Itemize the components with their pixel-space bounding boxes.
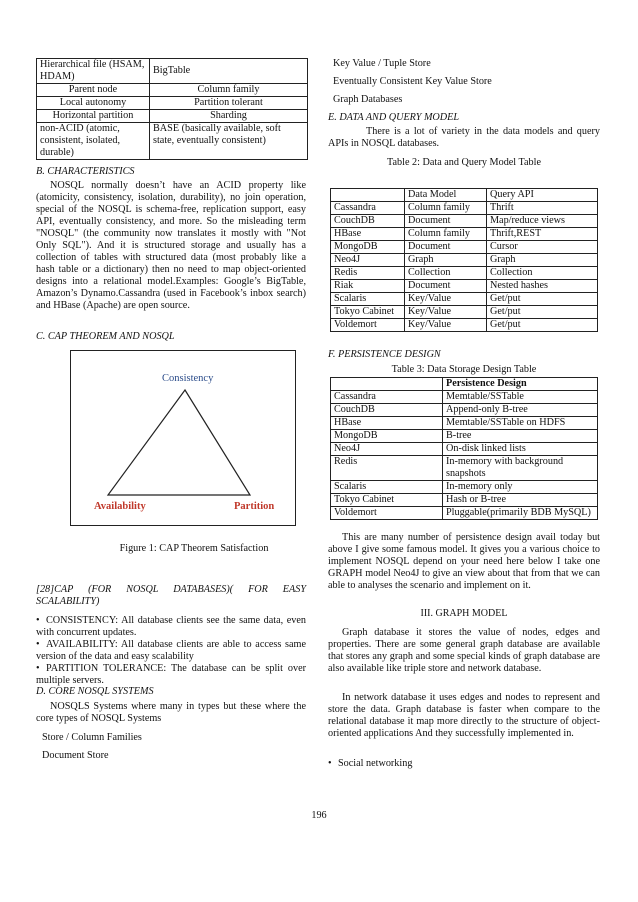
table-cell: Column family <box>405 228 487 241</box>
table-cell: Graph <box>405 254 487 267</box>
table-cell: Scalaris <box>331 481 443 494</box>
table-row <box>331 404 598 417</box>
core-type-item: Document Store <box>42 750 109 761</box>
table-row <box>37 84 308 97</box>
section-d-paragraph: NOSQLS Systems where many in types but these where the core types of NOSQL Systems <box>36 701 306 724</box>
table-cell: Key/Value <box>405 306 487 319</box>
table-row <box>331 280 598 293</box>
table-cell: Query API <box>487 189 598 202</box>
table-row <box>331 481 598 494</box>
table-row <box>331 306 598 319</box>
persistence-table-body <box>331 378 598 520</box>
table-cell: Memtable/SSTable on HDFS <box>443 417 598 430</box>
table-cell: MongoDB <box>331 430 443 443</box>
table-cell: Get/put <box>487 306 598 319</box>
table-row <box>331 494 598 507</box>
section-b-paragraph: NOSQL normally doesn’t have an ACID property like (atomicity, consistency, isolation, durability), no join operation, special of the NOSQL is schema-free, replication support, easy API, eventually consistency, and more. So the misleading term "NOSQL" (the community now translates it mostly with "Not Only SQL"). And it is structured storage and usually has a collection of tables with structured data (most probably like a hash table or a dictionary) then no need to map object-oriented designs into a relational model.Examples: Google’s BigTable, Amazon’s Dynamo.Cassandra (used in Facebook’s inbox search) and HBase (Apache) are open source. <box>36 180 306 311</box>
table-cell: In-memory with background snapshots <box>443 456 598 481</box>
cap-bullet-list <box>36 615 306 687</box>
figure-caption: Figure 1: CAP Theorem Satisfaction <box>119 543 269 554</box>
graph-paragraph-1: Graph database it stores the value of nodes, edges and properties. There are some general graph database are available that stores any graph and some special kinds of graph database are also available like triple store and network database. <box>328 627 600 674</box>
table-row <box>331 293 598 306</box>
table-cell: Neo4J <box>331 254 405 267</box>
table-cell: Document <box>405 241 487 254</box>
section-e-title: E. DATA AND QUERY MODEL <box>328 112 460 123</box>
cap-bullet: • PARTITION TOLERANCE: The database can be split over multiple servers. <box>36 663 306 686</box>
table-cell: Voldemort <box>331 507 443 520</box>
table-header-row <box>331 378 598 391</box>
table-row <box>331 215 598 228</box>
table-cell: Tokyo Cabinet <box>331 306 405 319</box>
core-type-item: Store / Column Families <box>42 732 142 743</box>
data-query-table-body <box>331 189 598 332</box>
table-cell: Document <box>405 280 487 293</box>
bullet-icon: • <box>36 663 40 674</box>
bullet-icon: • <box>36 615 40 626</box>
section-e-paragraph: There is a lot of variety in the data models and query APIs in NOSQL databases. <box>328 126 600 149</box>
table-cell: CouchDB <box>331 404 443 417</box>
table-row <box>331 254 598 267</box>
table-cell: Column family <box>405 202 487 215</box>
page-number: 196 <box>311 810 327 821</box>
table-cell <box>331 378 443 391</box>
table-cell: Nested hashes <box>487 280 598 293</box>
table-cell: HBase <box>331 228 405 241</box>
table-row <box>331 391 598 404</box>
table2-caption: Table 2: Data and Query Model Table <box>387 157 541 168</box>
section-b-title: B. CHARACTERISTICS <box>36 166 135 177</box>
table-row <box>331 456 598 481</box>
table-cell: Cursor <box>487 241 598 254</box>
core-type-item: Key Value / Tuple Store <box>333 58 431 69</box>
table-cell: Scalaris <box>331 293 405 306</box>
data-query-table <box>330 188 598 332</box>
section-f-title: F. PERSISTENCE DESIGN <box>328 349 441 360</box>
table-cell: Sharding <box>150 110 308 123</box>
table-cell: Local autonomy <box>37 97 150 110</box>
table-cell: Hierarchical file (HSAM, HDAM) <box>37 59 150 84</box>
table-cell: Graph <box>487 254 598 267</box>
graph-paragraph-2: In network database it uses edges and nodes to represent and store the data. Graph database is faster when compare to the relational database it map more directly to the structure of object-oriented applications And they successfully implemented in. <box>328 692 600 739</box>
cap-figure <box>70 350 296 526</box>
table-cell: Neo4J <box>331 443 443 456</box>
graph-bullet: • Social networking <box>328 758 413 769</box>
table-row <box>331 417 598 430</box>
table-row <box>331 267 598 280</box>
table-row <box>331 228 598 241</box>
partition-label: Partition <box>234 501 275 512</box>
table-cell: Parent node <box>37 84 150 97</box>
table-cell: Pluggable(primarily BDB MySQL) <box>443 507 598 520</box>
cap-bullet: • CONSISTENCY: All database clients see the same data, even with concurrent updates. <box>36 615 306 638</box>
table-cell: Voldemort <box>331 319 405 332</box>
bullet-icon: • <box>328 758 332 769</box>
comparison-table-body <box>37 59 308 160</box>
table-cell: Redis <box>331 456 443 481</box>
table-row <box>331 507 598 520</box>
table-cell: Column family <box>150 84 308 97</box>
bullet-icon: • <box>36 639 40 650</box>
table-row <box>37 123 308 160</box>
section-3-title: III. GRAPH MODEL <box>420 608 508 619</box>
table-cell: B-tree <box>443 430 598 443</box>
table-cell: Document <box>405 215 487 228</box>
table-header-row <box>331 189 598 202</box>
table-cell: Get/put <box>487 319 598 332</box>
table-cell: Key/Value <box>405 319 487 332</box>
table-row <box>37 59 308 84</box>
table-cell: Partition tolerant <box>150 97 308 110</box>
table-row <box>331 241 598 254</box>
table-cell: Collection <box>487 267 598 280</box>
core-type-item: Eventually Consistent Key Value Store <box>333 76 492 87</box>
table-cell: Thrift,REST <box>487 228 598 241</box>
table-cell: BigTable <box>150 59 308 84</box>
consistency-label: Consistency <box>162 373 214 384</box>
table-row <box>331 319 598 332</box>
table-cell: In-memory only <box>443 481 598 494</box>
table-cell: On-disk linked lists <box>443 443 598 456</box>
table-cell: Persistence Design <box>443 378 598 391</box>
table-cell: Append-only B-tree <box>443 404 598 417</box>
table-cell: Get/put <box>487 293 598 306</box>
table-cell: Memtable/SSTable <box>443 391 598 404</box>
table3-caption: Table 3: Data Storage Design Table <box>391 364 537 375</box>
availability-label: Availability <box>94 501 146 512</box>
table-cell: HBase <box>331 417 443 430</box>
table-cell: Key/Value <box>405 293 487 306</box>
table-cell: Hash or B-tree <box>443 494 598 507</box>
table-cell: Collection <box>405 267 487 280</box>
table-row <box>331 202 598 215</box>
comparison-table <box>36 58 308 160</box>
table-cell: Horizontal partition <box>37 110 150 123</box>
table-row <box>331 443 598 456</box>
cap-triangle <box>108 390 250 495</box>
table-row <box>37 97 308 110</box>
persistence-paragraph: This are many number of persistence design avail today but above I give some famous model. It gives you a various choice to implement NOSQL depend on your need here below I take one GRAPH model Neo4J to give an view about that from that we can able to analyses the scenario and implement on it. <box>328 532 600 591</box>
table-cell: Tokyo Cabinet <box>331 494 443 507</box>
table-cell: non-ACID (atomic, consistent, isolated, durable) <box>37 123 150 160</box>
table-row <box>37 110 308 123</box>
section-d-title: D. CORE NOSQL SYSTEMS <box>36 686 154 697</box>
table-cell: MongoDB <box>331 241 405 254</box>
cap-bullet: • AVAILABILITY: All database clients are able to access same version of the data and easy scalability <box>36 639 306 662</box>
table-cell: Riak <box>331 280 405 293</box>
table-row <box>331 430 598 443</box>
table-cell: Redis <box>331 267 405 280</box>
table-cell <box>331 189 405 202</box>
table-cell: Cassandra <box>331 202 405 215</box>
persistence-table <box>330 377 598 520</box>
section-c-title: C. CAP THEOREM AND NOSQL <box>36 331 175 342</box>
cap-heading: [28]CAP (FOR NOSQL DATABASES)( FOR EASY SCALABILITY) <box>36 584 306 607</box>
core-type-item: Graph Databases <box>333 94 403 105</box>
table-cell: Data Model <box>405 189 487 202</box>
table-cell: Thrift <box>487 202 598 215</box>
table-cell: BASE (basically available, soft state, eventually consistent) <box>150 123 308 160</box>
table-cell: Cassandra <box>331 391 443 404</box>
table-cell: CouchDB <box>331 215 405 228</box>
table-cell: Map/reduce views <box>487 215 598 228</box>
